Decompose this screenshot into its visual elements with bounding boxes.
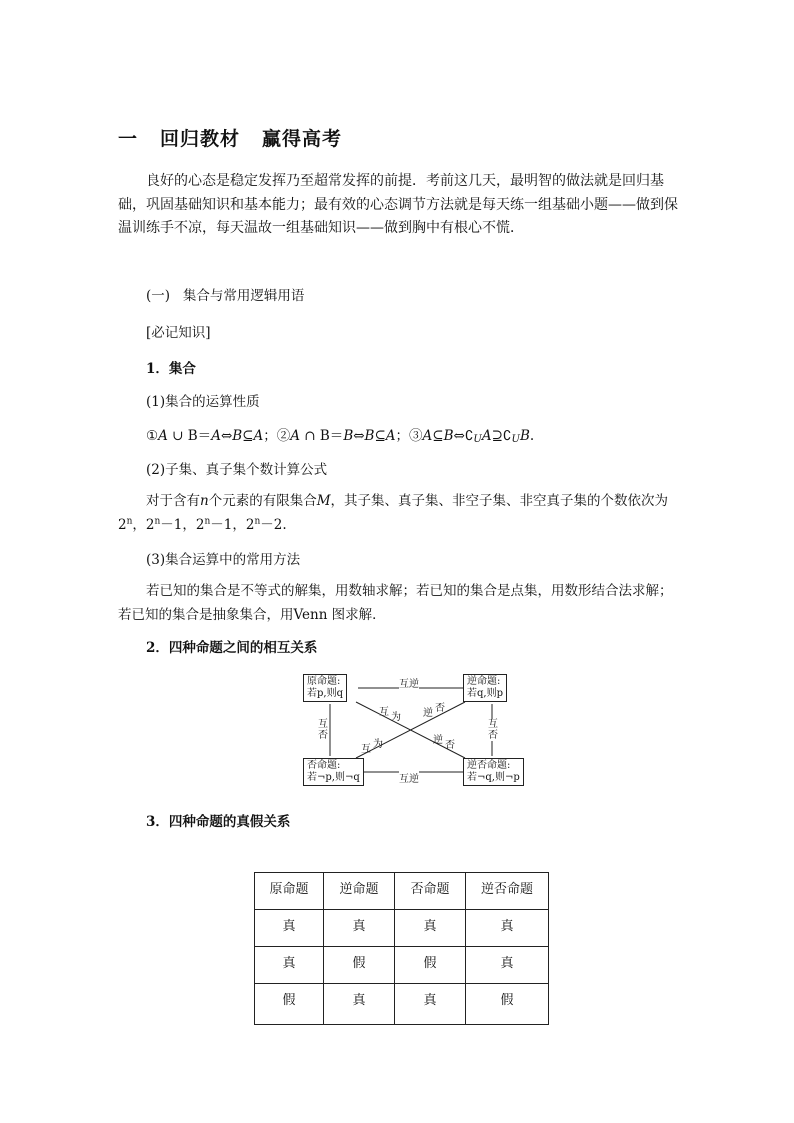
heading-part1: 回归教材	[160, 128, 241, 150]
table-header-cell: 逆命题	[324, 873, 395, 910]
heading-part2: 赢得高考	[262, 128, 343, 150]
four-propositions-diagram	[300, 672, 522, 790]
item1-sub1: (1)集合的运算性质	[146, 394, 260, 410]
subset-count-paragraph: 对于含有n个元素的有限集合M，其子集、真子集、非空子集、非空真子集的个数依次为2$^n$，$2^n-1$，$2^n-1$，$2^n-2$.	[118, 493, 669, 533]
top-relation-label: 互逆	[399, 675, 419, 690]
item2-title: 2．四种命题之间的相互关系	[146, 640, 318, 656]
diag-label-4b: 否	[445, 740, 455, 751]
truth-table	[254, 872, 549, 1025]
bottom-relation-label: 互逆	[399, 770, 419, 785]
table-header-cell: 否命题	[395, 873, 466, 910]
page-heading	[118, 124, 342, 151]
diag-label-1b: 为	[391, 712, 401, 723]
section-heading: (一) 集合与常用逻辑用语	[146, 288, 305, 304]
table-cell: 真	[466, 947, 549, 984]
table-cell: 真	[466, 910, 549, 947]
item1-sub2: (2)子集、真子集个数计算公式	[146, 462, 328, 478]
table-cell: 假	[324, 947, 395, 984]
diag-label-2a: 逆	[423, 708, 433, 719]
table-cell: 真	[255, 910, 324, 947]
table-cell: 真	[395, 910, 466, 947]
table-cell: 假	[466, 984, 549, 1025]
right-relation-label: 互否	[488, 719, 498, 741]
table-header-cell: 逆否命题	[466, 873, 549, 910]
table-cell: 真	[324, 984, 395, 1025]
must-know-label: [必记知识]	[146, 325, 211, 341]
converse-proposition-box: 逆命题: 若q,则p	[463, 674, 507, 702]
table-cell: 假	[395, 947, 466, 984]
table-row	[255, 947, 549, 984]
diag-label-1a: 互	[379, 707, 389, 718]
table-row	[255, 910, 549, 947]
inverse-proposition-box: 否命题: 若¬p,则¬q	[303, 758, 364, 786]
diag-label-3b: 为	[373, 739, 383, 750]
contrapositive-proposition-box: 逆否命题: 若¬q,则¬p	[463, 758, 524, 786]
item1-title: 1．集合	[146, 361, 196, 377]
table-cell: 真	[255, 947, 324, 984]
table-header-row	[255, 873, 549, 910]
set-method-paragraph: 若已知的集合是不等式的解集，用数轴求解；若已知的集合是点集，用数形结合法求解；若已知的集合是抽象集合，用Venn 图求解．	[118, 583, 673, 623]
table-cell: 假	[255, 984, 324, 1025]
intro-paragraph: 良好的心态是稳定发挥乃至超常发挥的前提．考前这几天，最明智的做法就是回归基础，巩固基础知识和基本能力；最有效的心态调节方法就是每天练一组基础小题——做到保温训练手不凉，每天温故一组基础知识——做到胸中有根心不慌．	[118, 173, 678, 236]
item3-title: 3．四种命题的真假关系	[146, 814, 291, 830]
table-cell: 真	[395, 984, 466, 1025]
set-operation-formula: ①A ∪ B＝A⇔B⊆A；②A ∩ B＝B⇔B⊆A；③A⊆B⇔∁UA⊇∁UB.	[146, 428, 535, 445]
table-cell: 真	[324, 910, 395, 947]
item1-sub3: (3)集合运算中的常用方法	[146, 552, 301, 568]
heading-number: 一	[118, 128, 139, 150]
left-relation-label: 互否	[318, 719, 328, 741]
table-header-cell: 原命题	[255, 873, 324, 910]
table-row	[255, 984, 549, 1025]
original-proposition-box: 原命题: 若p,则q	[303, 674, 347, 702]
diag-label-3a: 互	[361, 744, 371, 755]
diag-label-4a: 逆	[433, 735, 443, 746]
diag-label-2b: 否	[435, 703, 445, 714]
